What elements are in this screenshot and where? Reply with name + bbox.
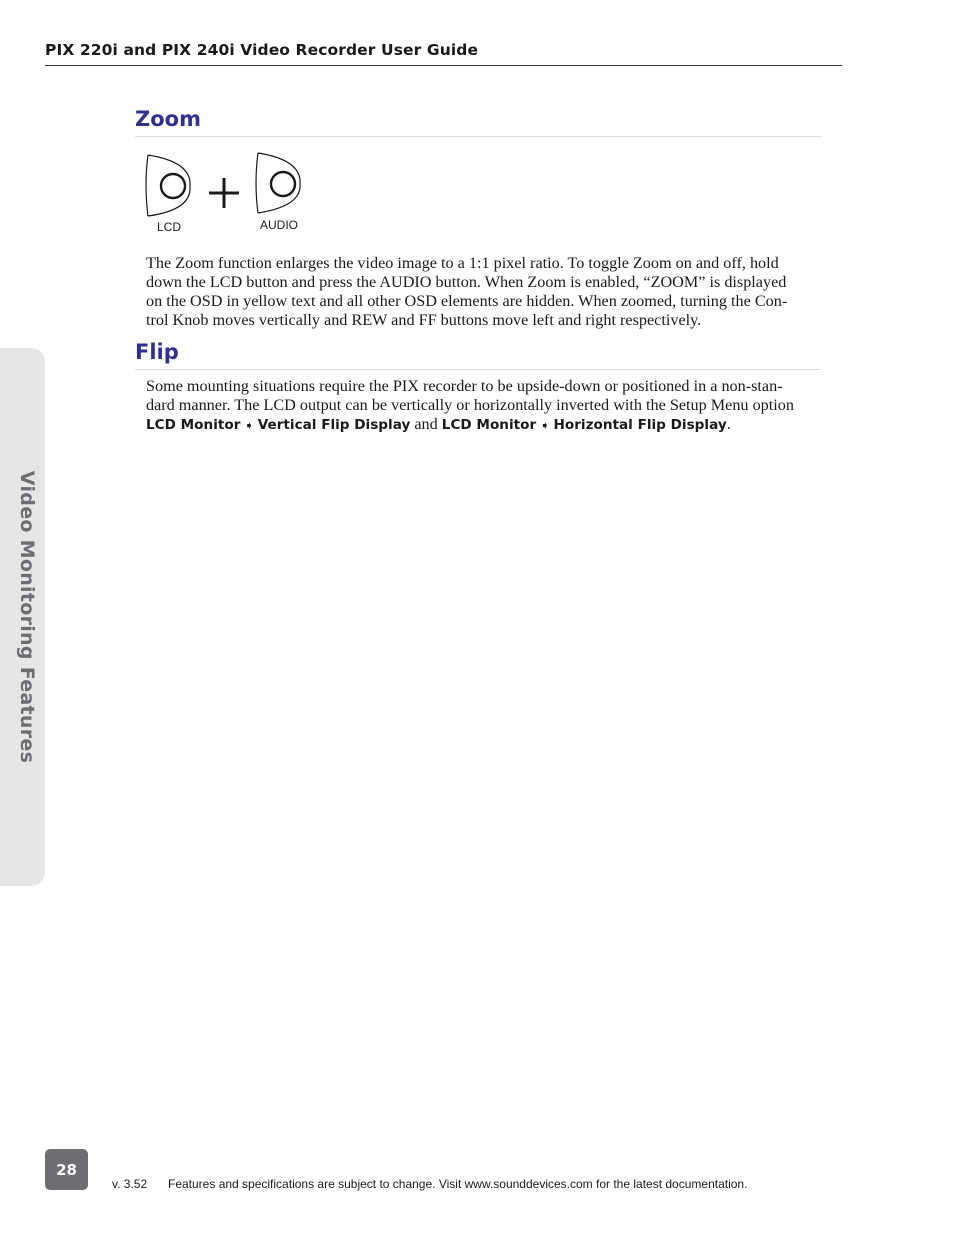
- chapter-side-tab-label: Video Monitoring Features: [16, 470, 38, 764]
- lcd-button-label: LCD: [157, 220, 182, 234]
- menu-path-lcd-monitor: LCD Monitor: [146, 417, 241, 433]
- zoom-description: [146, 254, 842, 330]
- flip-heading-rule: [135, 369, 821, 370]
- flip-description: [146, 377, 842, 435]
- page-number-badge: 28: [45, 1149, 88, 1190]
- lcd-button-icon: [146, 155, 190, 216]
- plus-symbol-icon: [209, 178, 239, 208]
- zoom-description-line: on the OSD in yellow text and all other OSD elements are hidden. When zoomed, turning the Con-: [146, 292, 788, 310]
- menu-path-horizontal-flip: Horizontal Flip Display: [553, 417, 727, 433]
- header-rule: [45, 65, 842, 66]
- menu-arrow-icon: ➧: [540, 419, 550, 432]
- sentence-end: .: [726, 415, 731, 433]
- menu-path-vertical-flip: Vertical Flip Display: [257, 417, 411, 433]
- menu-path-joiner: and: [410, 415, 442, 433]
- flip-heading: Flip: [135, 340, 179, 364]
- zoom-description-line: The Zoom function enlarges the video image to a 1:1 pixel ratio. To toggle Zoom on and off, hold: [146, 254, 779, 272]
- zoom-heading: Zoom: [135, 107, 201, 131]
- menu-arrow-icon: ➧: [244, 419, 254, 432]
- flip-description-line: Some mounting situations require the PIX recorder to be upside-down or positioned in a non-stan-: [146, 377, 783, 395]
- lcd-plus-audio-figure: [140, 150, 310, 240]
- zoom-description-line: trol Knob moves vertically and REW and FF buttons move left and right respectively.: [146, 311, 702, 329]
- zoom-heading-rule: [135, 136, 821, 137]
- footer-note: Features and specifications are subject to change. Visit www.sounddevices.com for the latest documentation.: [168, 1177, 748, 1191]
- flip-description-line: dard manner. The LCD output can be vertically or horizontally inverted with the Setup Menu option: [146, 396, 794, 414]
- zoom-description-line: down the LCD button and press the AUDIO button. When Zoom is enabled, “ZOOM” is displayed: [146, 273, 787, 291]
- audio-button-icon: [256, 153, 300, 213]
- footer-version: v. 3.52: [112, 1177, 148, 1191]
- menu-path-lcd-monitor: LCD Monitor: [441, 417, 537, 433]
- audio-button-label: AUDIO: [260, 218, 299, 232]
- running-header: PIX 220i and PIX 240i Video Recorder User Guide: [45, 41, 479, 59]
